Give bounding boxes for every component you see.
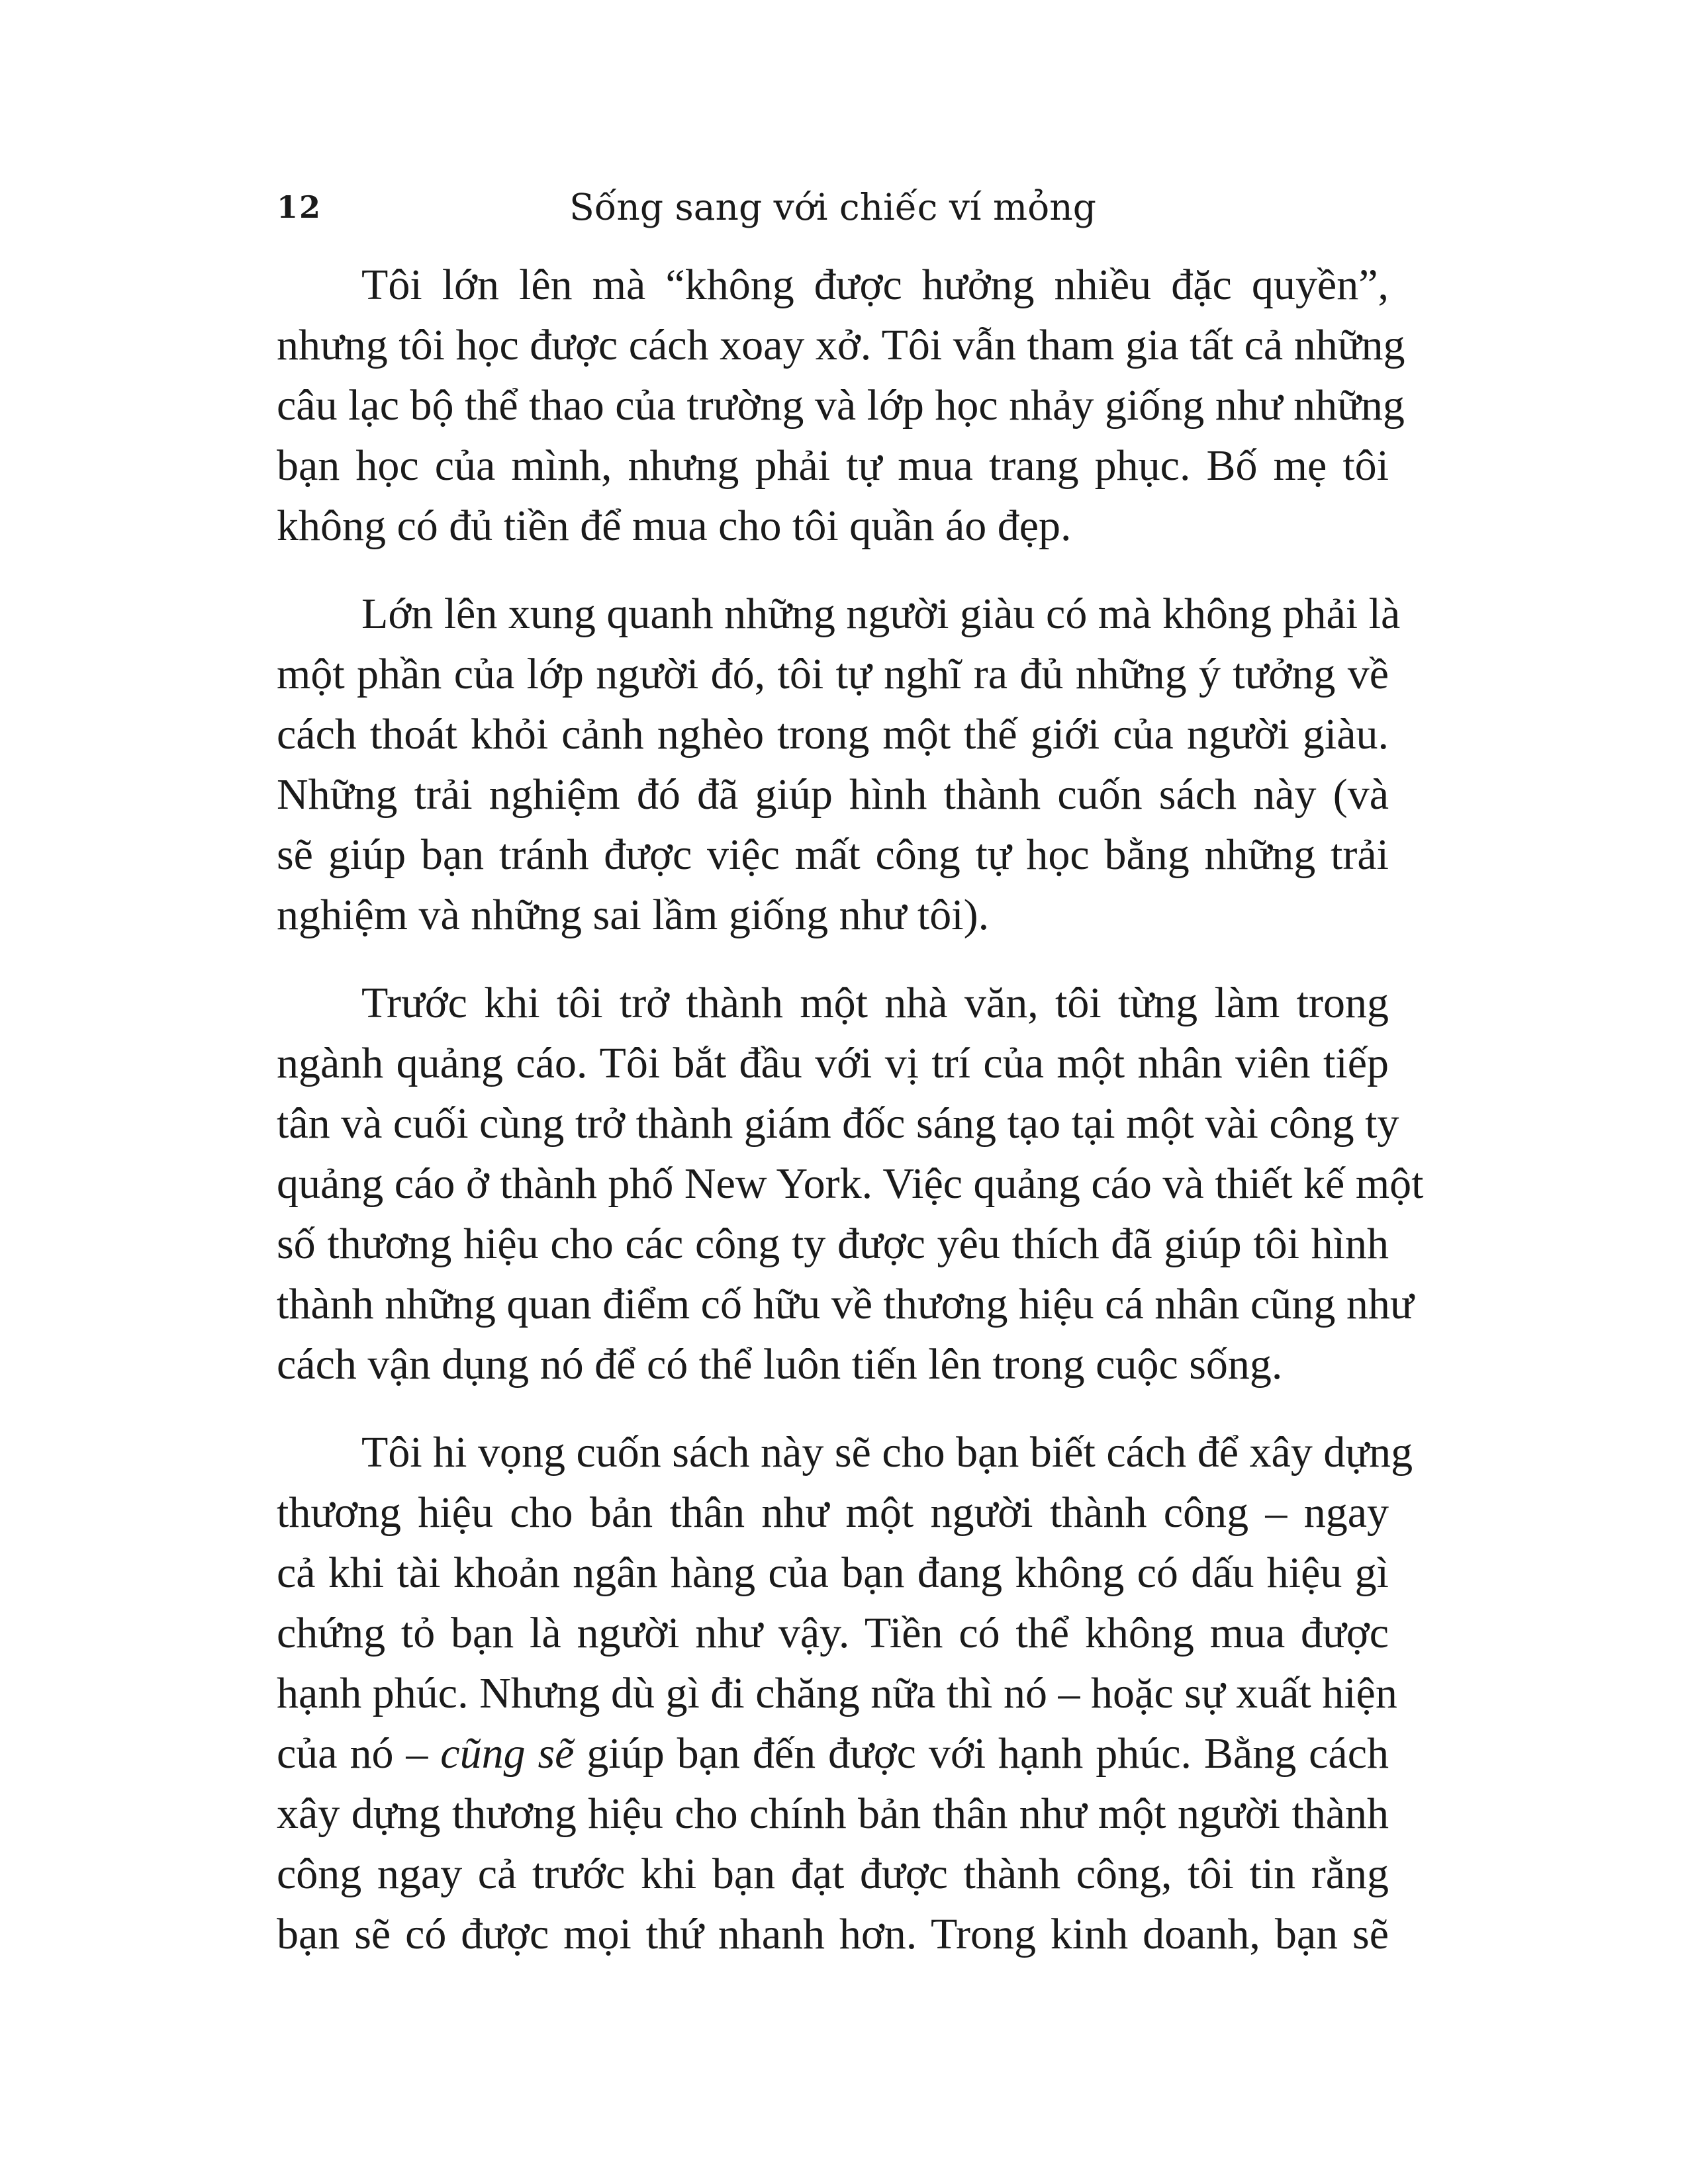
- body-text: [277, 255, 1424, 1992]
- text-line-with-emphasis: [277, 1723, 1389, 1784]
- text-line: ngành quảng cáo. Tôi bắt đầu với vị trí của một nhân viên tiếp: [277, 1039, 1389, 1087]
- paragraph-2: [277, 584, 1401, 945]
- text-line: câu lạc bộ thể thao của trường và lớp học nhảy giống như những: [277, 381, 1405, 430]
- text-line: bạn sẽ có được mọi thứ nhanh hơn. Trong kinh doanh, bạn sẽ: [277, 1910, 1389, 1958]
- text-line: nhưng tôi học được cách xoay xở. Tôi vẫn tham gia tất cả những: [277, 321, 1405, 369]
- paragraph-4: [277, 1422, 1413, 1964]
- emphasis-text: cũng sẽ: [440, 1729, 575, 1778]
- text-line: thành những quan điểm cố hữu về thương hiệu cá nhân cũng như: [277, 1280, 1414, 1328]
- text-segment: giúp bạn đến được với hạnh phúc. Bằng cách: [574, 1729, 1389, 1778]
- paragraph-3: [277, 973, 1424, 1394]
- text-line: chứng tỏ bạn là người như vậy. Tiền có thể không mua được: [277, 1609, 1389, 1657]
- text-segment: của nó –: [277, 1729, 441, 1778]
- text-line: quảng cáo ở thành phố New York. Việc quảng cáo và thiết kế một: [277, 1160, 1424, 1208]
- paragraph-1: [277, 255, 1405, 556]
- running-title: Sống sang với chiếc ví mỏng: [569, 186, 1096, 228]
- text-line: số thương hiệu cho các công ty được yêu thích đã giúp tôi hình: [277, 1220, 1389, 1268]
- text-line: một phần của lớp người đó, tôi tự nghĩ ra đủ những ý tưởng về: [277, 650, 1389, 698]
- text-line: tân và cuối cùng trở thành giám đốc sáng tạo tại một vài công ty: [277, 1099, 1399, 1148]
- text-line: bạn học của mình, nhưng phải tự mua trang phục. Bố mẹ tôi: [277, 441, 1389, 490]
- text-line: cả khi tài khoản ngân hàng của bạn đang không có dấu hiệu gì: [277, 1549, 1389, 1597]
- text-line: Trước khi tôi trở thành một nhà văn, tôi từng làm trong: [361, 979, 1389, 1027]
- text-line: xây dựng thương hiệu cho chính bản thân như một người thành: [277, 1790, 1389, 1838]
- running-header: [277, 177, 1389, 237]
- text-line: cách vận dụng nó để có thể luôn tiến lên trong cuộc sống.: [277, 1340, 1283, 1388]
- text-line: nghiệm và những sai lầm giống như tôi).: [277, 891, 990, 939]
- text-line: Những trải nghiệm đó đã giúp hình thành cuốn sách này (và: [277, 770, 1389, 819]
- text-line: Tôi lớn lên mà “không được hưởng nhiều đặc quyền”,: [361, 261, 1389, 309]
- text-line: hạnh phúc. Nhưng dù gì đi chăng nữa thì nó – hoặc sự xuất hiện: [277, 1669, 1397, 1717]
- text-line: thương hiệu cho bản thân như một người thành công – ngay: [277, 1488, 1389, 1537]
- text-line: công ngay cả trước khi bạn đạt được thành công, tôi tin rằng: [277, 1850, 1389, 1898]
- text-line: Lớn lên xung quanh những người giàu có mà không phải là: [361, 590, 1401, 638]
- page-number: 12: [277, 189, 322, 225]
- text-line: cách thoát khỏi cảnh nghèo trong một thế giới của người giàu.: [277, 710, 1389, 758]
- text-line: không có đủ tiền để mua cho tôi quần áo đẹp.: [277, 502, 1072, 550]
- text-line: Tôi hi vọng cuốn sách này sẽ cho bạn biết cách để xây dựng: [361, 1428, 1413, 1477]
- text-line: sẽ giúp bạn tránh được việc mất công tự học bằng những trải: [277, 831, 1389, 879]
